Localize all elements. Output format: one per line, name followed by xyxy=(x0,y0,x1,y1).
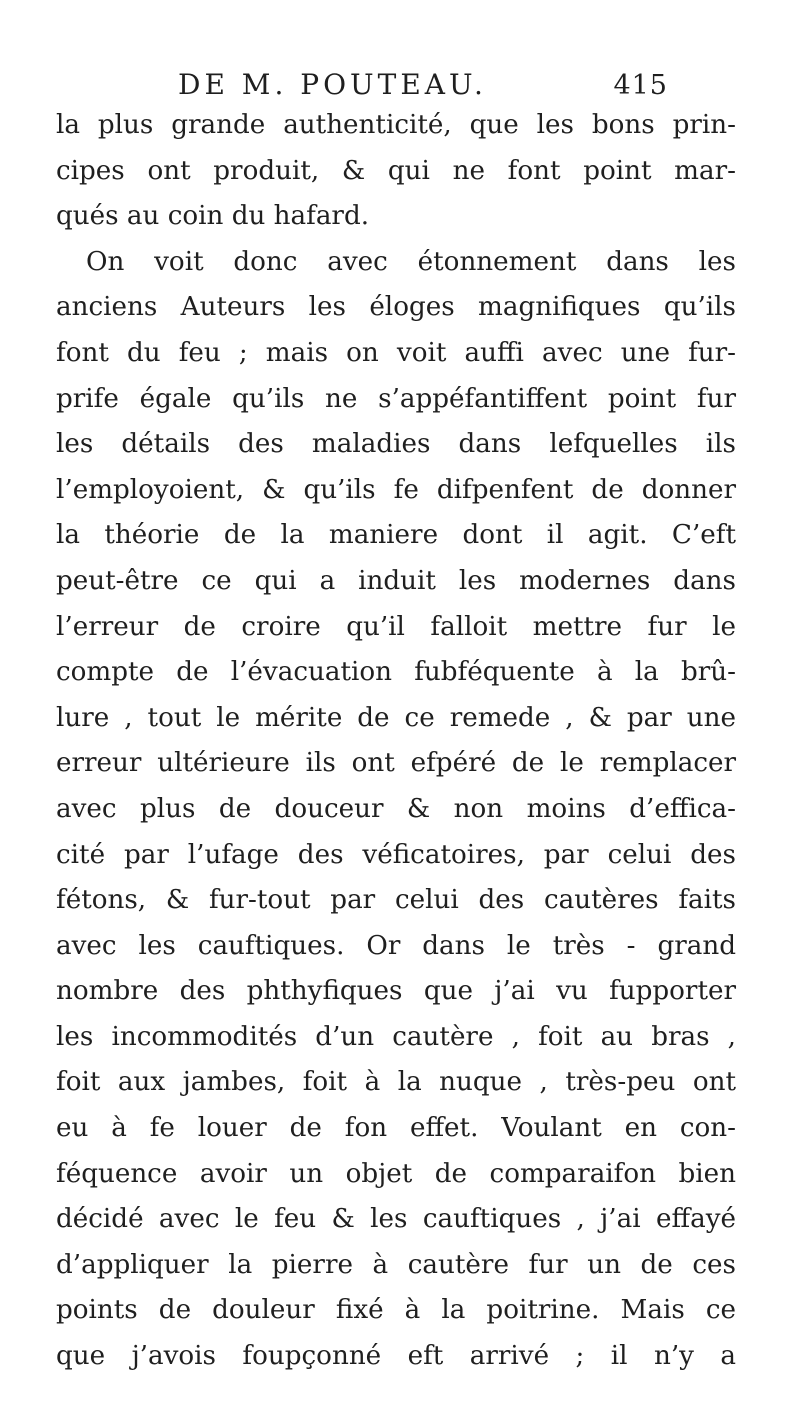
text-line: foit aux jambes, foit à la nuque , très-peu ont xyxy=(56,1067,736,1098)
text-line: cité par l’ufage des véficatoires, par celui des xyxy=(56,839,736,870)
text-line: la plus grande authenticité, que les bons prin- xyxy=(56,110,736,140)
text-line: la théorie de la maniere dont il agit. C’eft xyxy=(56,520,736,551)
text-line: l’employoient, & qu’ils fe difpenfent de donner xyxy=(56,474,736,505)
text-line: lure , tout le mérite de ce remede , & par une xyxy=(56,702,736,733)
text-line: d’appliquer la pierre à cautère fur un de ces xyxy=(56,1249,736,1280)
text-line: prife égale qu’ils ne s’appéfantiffent point fur xyxy=(56,383,736,414)
text-line: avec plus de douceur & non moins d’effica- xyxy=(56,793,736,824)
text-line: cipes ont produit, & qui ne font point mar- xyxy=(56,155,736,186)
running-head: DE M. POUTEAU. xyxy=(178,68,487,101)
text-line: compte de l’évacuation fubféquente à la brû- xyxy=(56,657,736,688)
text-line: que j’avois foupçonné eft arrivé ; il n’y a xyxy=(56,1341,736,1372)
body-text xyxy=(56,103,736,1380)
text-line: On voit donc avec étonnement dans les xyxy=(86,246,736,277)
text-line: l’erreur de croire qu’il falloit mettre fur le xyxy=(56,611,736,642)
text-line: eu à fe louer de fon effet. Voulant en con- xyxy=(56,1113,736,1144)
text-line: erreur ultérieure ils ont efpéré de le remplacer xyxy=(56,748,736,779)
text-line: font du feu ; mais on voit auffi avec une fur- xyxy=(56,337,736,368)
text-line: fétons, & fur-tout par celui des cautères faits xyxy=(56,885,736,916)
text-line: anciens Auteurs les éloges magnifiques qu’ils xyxy=(56,292,736,323)
text-line: points de douleur fixé à la poitrine. Mais ce xyxy=(56,1295,736,1326)
text-line: décidé avec le feu & les cauftiques , j’ai effayé xyxy=(56,1204,736,1235)
text-line: avec les cauftiques. Or dans le très - grand xyxy=(56,930,736,961)
text-line: qués au coin du hafard. xyxy=(56,201,370,232)
text-line: féquence avoir un objet de comparaifon bien xyxy=(56,1158,736,1189)
page-header xyxy=(178,68,668,108)
text-line: nombre des phthyfiques que j’ai vu fupporter xyxy=(56,976,736,1007)
page-number: 415 xyxy=(613,70,668,101)
text-line: les détails des maladies dans lefquelles ils xyxy=(56,429,736,460)
text-line: peut-être ce qui a induit les modernes dans xyxy=(56,565,736,596)
text-line: les incommodités d’un cautère , foit au bras , xyxy=(56,1021,736,1052)
